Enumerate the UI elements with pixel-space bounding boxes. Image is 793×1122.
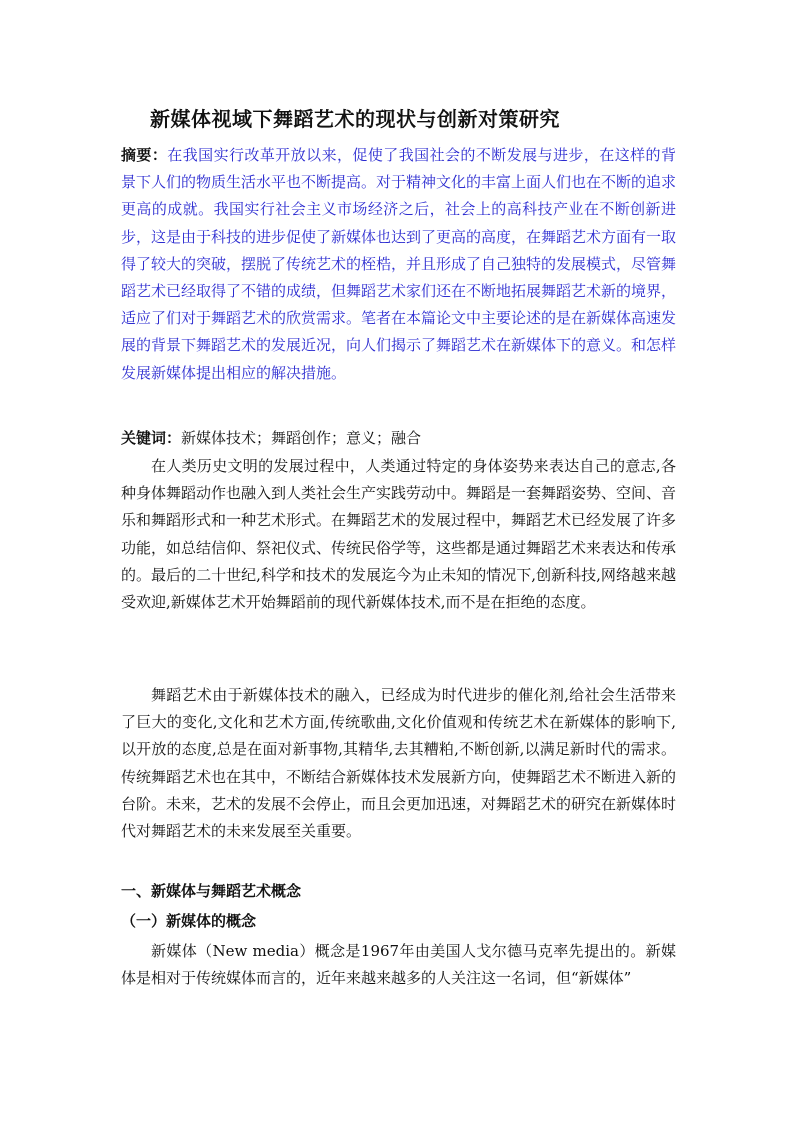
keywords-text: 新媒体技术；舞蹈创作；意义；融合 [181,429,422,447]
abstract-label: 摘要： [121,146,168,164]
body-paragraph-2: 舞蹈艺术由于新媒体技术的融入，已经成为时代进步的催化剂,给社会生活带来了巨大的变化,文化和艺术方面,传统歌曲,文化价值观和传统艺术在新媒体的影响下,以开放的态度,总是在面对新事物,其精华,去其糟粕,不断创新,以满足新时代的需求。传统舞蹈艺术也在其中，不断结合新媒体技术发展新方向，使舞蹈艺术不断进入新的台阶。未来，艺术的发展不会停止，而且会更加迅速，对舞蹈艺术的研究在新媒体时代对舞蹈艺术的未来发展至关重要。 [121,686,677,841]
document-title: 新媒体视域下舞蹈艺术的现状与创新对策研究 [150,107,560,131]
body-paragraph-1: 在人类历史文明的发展过程中，人类通过特定的身体姿势来表达自己的意志,各种身体舞蹈动作也融入到人类社会生产实践劳动中。舞蹈是一套舞蹈姿势、空间、音乐和舞蹈形式和一种艺术形式。在舞蹈艺术的发展过程中，舞蹈艺术已经发展了许多功能，如总结信仰、祭祀仪式、传统民俗学等，这些都是通过舞蹈艺术来表达和传承的。最后的二十世纪,科学和技术的发展迄今为止未知的情况下,创新科技,网络越来越受欢迎,新媒体艺术开始舞蹈前的现代新媒体技术,而不是在拒绝的态度。 [121,457,677,612]
keywords [121,425,676,452]
keywords-label: 关键词： [121,429,182,447]
body-paragraph-3: 新媒体（New media）概念是1967年由美国人戈尔德马克率先提出的。新媒体是相对于传统媒体而言的，近年来越来越多的人关注这一名词，但“新媒体” [121,942,676,988]
subsection-heading: （一）新媒体的概念 [121,912,257,930]
abstract [121,142,676,387]
abstract-text: 在我国实行改革开放以来，促使了我国社会的不断发展与进步，在这样的背景下人们的物质生活水平也不断提高。对于精神文化的丰富上面人们也在不断的追求更高的成就。我国实行社会主义市场经济之后，社会上的高科技产业在不断创新进步，这是由于科技的进步促使了新媒体也达到了更高的高度，在舞蹈艺术方面有一取得了较大的突破，摆脱了传统艺术的桎梏，并且形成了自己独特的发展模式，尽管舞蹈艺术已经取得了不错的成绩，但舞蹈艺术家们还在不断地拓展舞蹈艺术新的境界，适应了们对于舞蹈艺术的欣赏需求。笔者在本篇论文中主要论述的是在新媒体高速发展的背景下舞蹈艺术的发展近况，向人们揭示了舞蹈艺术在新媒体下的意义。和怎样发展新媒体提出相应的解决措施。 [121,146,677,382]
section-heading: 一、新媒体与舞蹈艺术概念 [121,882,302,900]
